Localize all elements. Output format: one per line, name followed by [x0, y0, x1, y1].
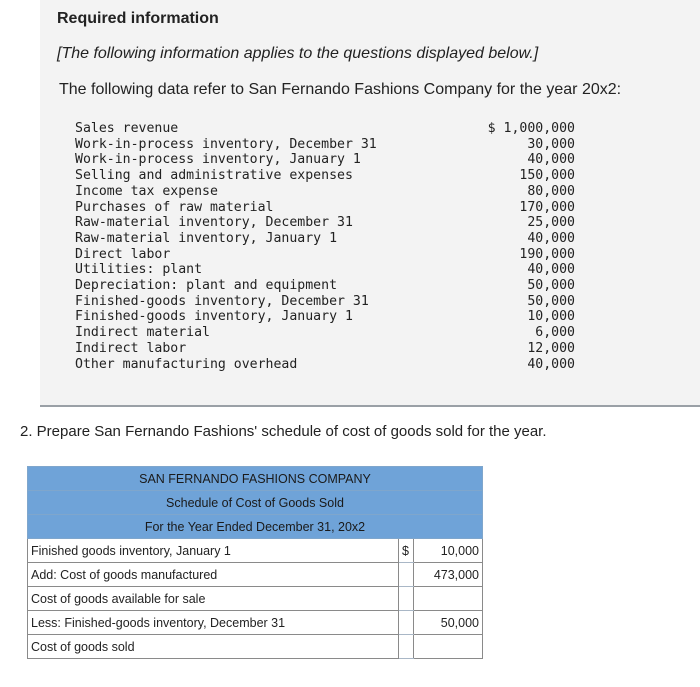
data-value: 80,000 [527, 183, 575, 199]
data-row [75, 184, 575, 200]
data-row [75, 215, 575, 231]
data-value: 25,000 [527, 215, 575, 231]
data-label: Selling and administrative expenses [75, 168, 353, 184]
data-row [75, 262, 575, 278]
data-value: 190,000 [519, 246, 575, 262]
data-row [75, 325, 575, 341]
row-label-input[interactable]: Cost of goods available for sale [28, 587, 399, 611]
row-label-input[interactable]: Less: Finished-goods inventory, December 31 [28, 611, 399, 635]
data-label: Indirect labor [75, 340, 187, 356]
intro-text: The following data refer to San Fernando Fashions Company for the year 20x2: [59, 81, 622, 98]
data-row [75, 152, 575, 168]
data-row [75, 231, 575, 247]
data-value: 40,000 [527, 356, 575, 372]
required-info-title: Required information [57, 10, 219, 27]
data-row [75, 200, 575, 216]
dollar-sign [398, 635, 413, 659]
data-list [75, 121, 575, 372]
data-label: Income tax expense [75, 183, 218, 199]
data-label: Direct labor [75, 246, 171, 262]
data-row [75, 357, 575, 373]
data-value: 40,000 [527, 152, 575, 168]
schedule-row [28, 611, 483, 635]
schedule-row [28, 563, 483, 587]
data-value: 40,000 [527, 230, 575, 246]
dollar-sign: $ [398, 539, 413, 563]
dollar-sign [398, 563, 413, 587]
data-value: 30,000 [527, 136, 575, 152]
dollar-sign [398, 611, 413, 635]
row-value-input[interactable]: 50,000 [414, 611, 483, 635]
data-value: 6,000 [535, 325, 575, 341]
data-label: Work-in-process inventory, December 31 [75, 136, 377, 152]
data-label: Purchases of raw material [75, 199, 274, 215]
data-label: Indirect material [75, 325, 210, 341]
data-row [75, 137, 575, 153]
data-label: Depreciation: plant and equipment [75, 278, 338, 294]
data-label: Other manufacturing overhead [75, 356, 298, 372]
cogs-schedule-table [27, 466, 483, 659]
data-value: 50,000 [527, 293, 575, 309]
data-row [75, 121, 575, 137]
dollar-sign [398, 587, 413, 611]
instruction-note: [The following information applies to the questions displayed below.] [57, 45, 539, 62]
data-label: Finished-goods inventory, December 31 [75, 293, 369, 309]
data-value: 170,000 [519, 199, 575, 215]
data-value: 40,000 [527, 262, 575, 278]
data-row [75, 341, 575, 357]
company-name: SAN FERNANDO FASHIONS COMPANY [28, 467, 483, 491]
schedule-row [28, 539, 483, 563]
row-label-input[interactable]: Finished goods inventory, January 1 [28, 539, 399, 563]
data-label: Sales revenue [75, 121, 179, 136]
data-value: 50,000 [527, 278, 575, 294]
data-row [75, 278, 575, 294]
row-value-input[interactable]: 10,000 [414, 539, 483, 563]
row-label-input[interactable]: Add: Cost of goods manufactured [28, 563, 399, 587]
data-label: Raw-material inventory, December 31 [75, 215, 353, 231]
schedule-period: For the Year Ended December 31, 20x2 [28, 515, 483, 539]
data-label: Work-in-process inventory, January 1 [75, 152, 361, 168]
data-label: Raw-material inventory, January 1 [75, 230, 338, 246]
row-value-input[interactable]: 473,000 [414, 563, 483, 587]
schedule-title: Schedule of Cost of Goods Sold [28, 491, 483, 515]
row-label-input[interactable]: Cost of goods sold [28, 635, 399, 659]
data-row [75, 294, 575, 310]
question-text: 2. Prepare San Fernando Fashions' schedule of cost of goods sold for the year. [20, 423, 547, 440]
row-value-input[interactable] [414, 635, 483, 659]
data-value: $ 1,000,000 [487, 121, 575, 136]
data-label: Utilities: plant [75, 262, 203, 278]
schedule-row [28, 587, 483, 611]
schedule-row [28, 635, 483, 659]
data-label: Finished-goods inventory, January 1 [75, 309, 353, 325]
data-value: 10,000 [527, 309, 575, 325]
row-value-input[interactable] [414, 587, 483, 611]
data-row [75, 168, 575, 184]
data-value: 150,000 [519, 168, 575, 184]
data-row [75, 247, 575, 263]
data-row [75, 309, 575, 325]
data-value: 12,000 [527, 340, 575, 356]
